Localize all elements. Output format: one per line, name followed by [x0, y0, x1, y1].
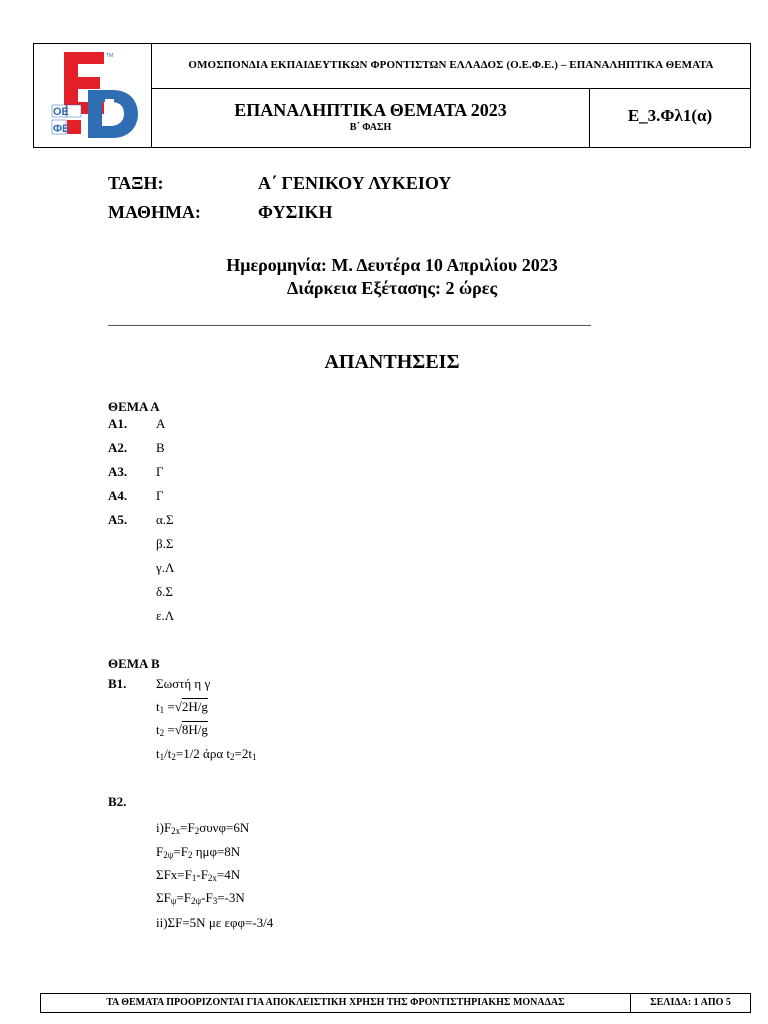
exam-title: ΕΠΑΝΑΛΗΠΤΙΚΑ ΘΕΜΑΤΑ 2023 [234, 100, 507, 120]
organization-name: ΟΜΟΣΠΟΝΔΙΑ ΕΚΠΑΙΔΕΥΤΙΚΩΝ ΦΡΟΝΤΙΣΤΩΝ ΕΛΛΑΔΟΣ (Ο.Ε.Φ.Ε.) – ΕΠΑΝΑΛΗΠΤΙΚΑ ΘΕΜΑΤΑ [188, 59, 714, 71]
answer-value: Γ [156, 464, 164, 479]
subject-label: ΜΑΘΗΜΑ: [108, 202, 201, 222]
b2-equation-1: $i)F_{2x}=F_2\sigma\upsilon\nu\varphi=6N$ [156, 820, 250, 836]
subject-value: ΦΥΣΙΚΗ [258, 202, 333, 222]
a5-subanswer: δ.Σ [156, 584, 173, 599]
page-number: ΣΕΛΙΔΑ: 1 ΑΠΟ 5 [650, 997, 731, 1008]
theme-a-title: ΘΕΜΑ Α [108, 399, 160, 414]
answer-label: Β1. [108, 676, 127, 691]
answer-value: α.Σ [156, 512, 174, 527]
b1-equation-ratio: $t_1/t_2=1/2$ άρα $t_2=2t_1$ [156, 746, 257, 762]
b1-equation-t1: $t_1 =√2H/g$ [156, 699, 208, 715]
answer-label: Α4. [108, 488, 128, 503]
theme-b-title: ΘΕΜΑ Β [108, 656, 160, 671]
answer-value: Γ [156, 488, 164, 503]
code-cell [590, 89, 750, 147]
b1-answer: Σωστή η γ [156, 676, 211, 691]
oefe-logo [34, 44, 151, 147]
answer-label: Α5. [108, 512, 128, 527]
a5-subanswer: β.Σ [156, 536, 174, 551]
exam-code: Ε_3.Φλ1(α) [627, 106, 713, 125]
exam-phase: Β΄ ΦΑΣΗ [349, 122, 392, 133]
a5-subanswer: γ.Λ [156, 560, 175, 575]
class-label: ΤΑΞΗ: [108, 173, 164, 193]
b2-equation-5: ii)ΣF=5N με εφφ=-3/4 [156, 915, 274, 930]
logo-letters-bottom: ΦΕ [53, 123, 70, 135]
answer-label: Β2. [108, 794, 127, 809]
a5-subanswer: ε.Λ [156, 608, 175, 623]
class-value: Α΄ ΓΕΝΙΚΟΥ ΛΥΚΕΙΟΥ [258, 173, 452, 193]
b2-equation-3: $\Sigma Fx=F_1-F_{2x}=4N$ [156, 867, 241, 883]
exam-duration: Διάρκεια Εξέτασης: 2 ώρες [286, 278, 498, 298]
separator-line: _____________________________________________________________________ [108, 313, 591, 328]
b2-equation-2: $F_{2\psi}=F_2$ ημφ=8N [156, 844, 241, 860]
answer-label: Α1. [108, 416, 128, 431]
b2-equation-4: $\Sigma F_\psi=F_{2\psi}-F_3=-3N$ [156, 890, 245, 906]
b1-equation-t2: $t_2 =√8H/g$ [156, 722, 208, 738]
answers-title: ΑΠΑΝΤΗΣΕΙΣ [324, 351, 460, 373]
answer-value: Α [156, 416, 166, 431]
title-cell [152, 89, 590, 147]
exam-date: Ημερομηνία: Μ. Δευτέρα 10 Απριλίου 2023 [226, 255, 558, 275]
footer-notice: ΤΑ ΘΕΜΑΤΑ ΠΡΟΟΡΙΖΟΝΤΑΙ ΓΙΑ ΑΠΟΚΛΕΙΣΤΙΚΗ ΧΡΗΣΗ ΤΗΣ ΦΡΟΝΤΙΣΤΗΡΙΑΚΗΣ ΜΟΝΑΔΑΣ [41, 994, 631, 1012]
answer-label: Α2. [108, 440, 128, 455]
logo-cell [34, 44, 152, 147]
footer-table [40, 993, 751, 1013]
tm-mark: TM [106, 53, 114, 59]
answer-value: Β [156, 440, 165, 455]
answer-label: Α3. [108, 464, 128, 479]
header-table [33, 43, 751, 148]
org-cell [152, 44, 750, 89]
logo-letters-top: ΟΕ [53, 106, 69, 118]
